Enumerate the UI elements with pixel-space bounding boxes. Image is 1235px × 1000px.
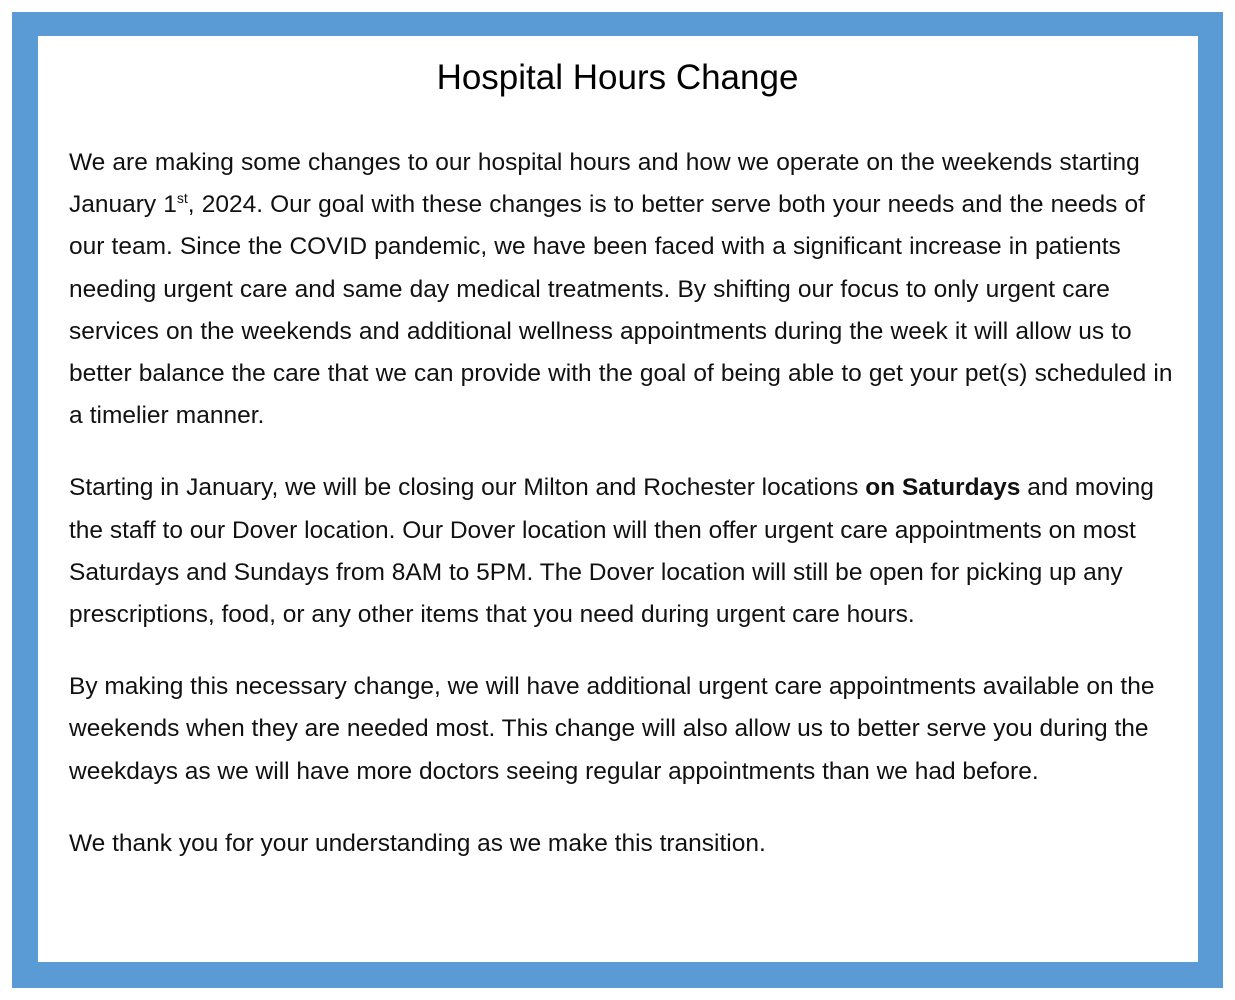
- text: , 2024. Our goal with these changes is to better serve both your needs and the needs of our team. Since the COVID pandemic, we have been faced with a significant increase in patients needing urgent care and same day medical treatments. By shifting our focus to only urgent care services on the weekends and additional wellness appointments during the week it will allow us to better balance the care that we can provide with the goal of being able to get your pet(s) scheduled in a timelier manner.: [69, 191, 1173, 430]
- superscript: st: [176, 190, 188, 207]
- text: We are making some changes to our hospital hours and how we operate on the weekends starting January 1: [69, 149, 1140, 219]
- paragraph-4: We thank you for your understanding as we make this transition.: [69, 829, 766, 857]
- text: and moving the staff to our Dover location. Our Dover location will then offer urgent care appointments on most Saturdays and Sundays from 8AM to 5PM. The Dover location will still be open for picking up any prescriptions, food, or any other items that you need during urgent care hours.: [69, 474, 1154, 629]
- notice-body: [69, 142, 1179, 895]
- paragraph-1: [69, 142, 1179, 437]
- bold-text: on Saturdays: [865, 474, 1021, 502]
- page-title: Hospital Hours Change: [436, 58, 799, 97]
- text: Starting in January, we will be closing our Milton and Rochester locations: [69, 474, 866, 502]
- paragraph-3: By making this necessary change, we will have additional urgent care appointments available on the weekends when they are needed most. This change will also allow us to better serve you during the weekdays as we will have more doctors seeing regular appointments than we had before.: [69, 673, 1155, 785]
- paragraph-2: [69, 467, 1179, 636]
